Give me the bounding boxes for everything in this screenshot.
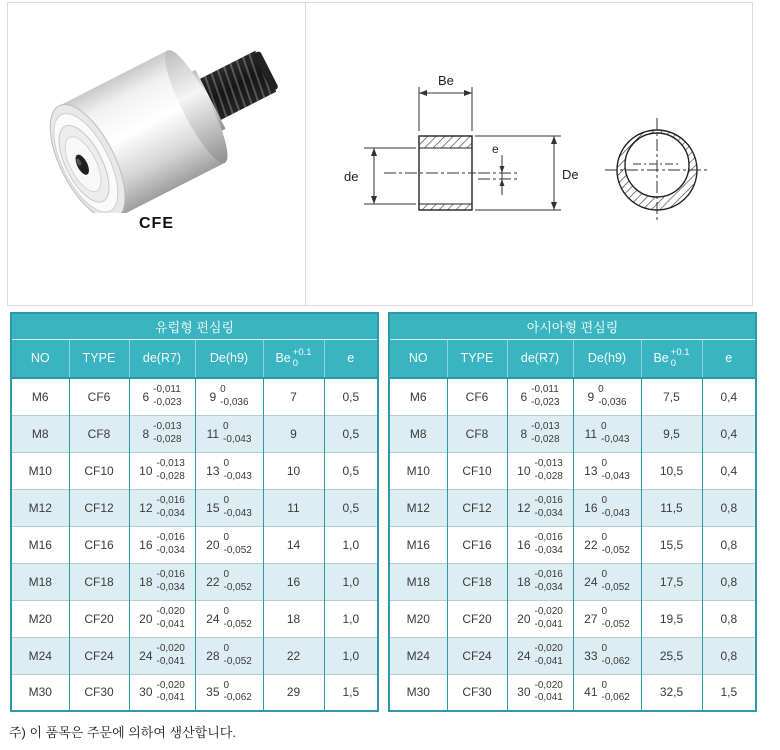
cell-be: 7,5	[641, 378, 702, 415]
cell-De: 13 0 -0,043	[573, 452, 641, 489]
cell-de: 10 -0,013 -0,028	[129, 452, 195, 489]
cell-type: CF16	[69, 526, 129, 563]
table-row	[11, 674, 378, 711]
cell-type: CF24	[69, 637, 129, 674]
label-de: de	[344, 169, 359, 184]
cell-no: M16	[389, 526, 447, 563]
cell-de: 8 -0,013 -0,028	[507, 415, 573, 452]
cell-type: CF20	[447, 600, 507, 637]
table-row	[11, 637, 378, 674]
cell-De: 20 0 -0,052	[195, 526, 263, 563]
table-row	[11, 452, 378, 489]
cell-de: 16 -0,016 -0,034	[507, 526, 573, 563]
cell-De: 11 0 -0,043	[573, 415, 641, 452]
cell-type: CF30	[447, 674, 507, 711]
cell-De: 15 0 -0,043	[195, 489, 263, 526]
cell-no: M10	[389, 452, 447, 489]
eccentric-ring-drawing	[306, 3, 751, 305]
column-header-type: TYPE	[447, 339, 507, 378]
cell-be: 16	[263, 563, 324, 600]
column-header-type: TYPE	[69, 339, 129, 378]
table-row	[11, 526, 378, 563]
cell-be: 10,5	[641, 452, 702, 489]
cell-be: 19,5	[641, 600, 702, 637]
footnote: 주) 이 품목은 주문에 의하여 생산합니다.	[9, 725, 236, 740]
cell-e: 0,4	[702, 378, 756, 415]
cell-type: CF6	[447, 378, 507, 415]
column-header-De: De(h9)	[573, 339, 641, 378]
table-title: 아시아형 편심링	[389, 313, 756, 339]
cell-type: CF18	[447, 563, 507, 600]
cell-de: 18 -0,016 -0,034	[129, 563, 195, 600]
table-row	[389, 563, 756, 600]
cell-be: 14	[263, 526, 324, 563]
cell-e: 1,0	[324, 526, 378, 563]
cell-type: CF8	[69, 415, 129, 452]
cell-e: 1,0	[324, 563, 378, 600]
cell-e: 1,5	[324, 674, 378, 711]
top-panel	[7, 2, 753, 306]
cell-de: 18 -0,016 -0,034	[507, 563, 573, 600]
cell-e: 0,8	[702, 563, 756, 600]
table-row	[389, 674, 756, 711]
cell-no: M20	[11, 600, 69, 637]
label-Be: Be	[438, 73, 454, 88]
cell-no: M12	[11, 489, 69, 526]
cell-De: 27 0 -0,052	[573, 600, 641, 637]
product-caption: CFE	[139, 215, 174, 232]
cell-type: CF20	[69, 600, 129, 637]
table-row	[11, 563, 378, 600]
cell-e: 1,0	[324, 637, 378, 674]
cell-be: 22	[263, 637, 324, 674]
cell-e: 1,5	[702, 674, 756, 711]
cell-De: 22 0 -0,052	[195, 563, 263, 600]
cell-De: 9 0 -0,036	[195, 378, 263, 415]
cell-be: 18	[263, 600, 324, 637]
cell-type: CF8	[447, 415, 507, 452]
cell-de: 20 -0,020 -0,041	[507, 600, 573, 637]
cell-De: 28 0 -0,052	[195, 637, 263, 674]
cell-e: 0,5	[324, 415, 378, 452]
cell-de: 12 -0,016 -0,034	[129, 489, 195, 526]
column-header-no: NO	[389, 339, 447, 378]
column-header-e: e	[324, 339, 378, 378]
table-row	[11, 415, 378, 452]
cell-e: 0,8	[702, 526, 756, 563]
table-title: 유럽형 편심링	[11, 313, 378, 339]
cell-be: 17,5	[641, 563, 702, 600]
cell-no: M30	[389, 674, 447, 711]
cell-e: 0,8	[702, 637, 756, 674]
table-row	[11, 600, 378, 637]
table-asian-eccentric-ring	[388, 312, 757, 712]
column-header-no: NO	[11, 339, 69, 378]
table-row	[11, 378, 378, 415]
cell-de: 24 -0,020 -0,041	[129, 637, 195, 674]
cell-type: CF10	[69, 452, 129, 489]
cell-De: 35 0 -0,062	[195, 674, 263, 711]
cell-no: M12	[389, 489, 447, 526]
column-header-be: Be +0.1 0	[263, 339, 324, 378]
cell-no: M30	[11, 674, 69, 711]
cell-be: 15,5	[641, 526, 702, 563]
column-header-de: de(R7)	[507, 339, 573, 378]
table-row	[389, 600, 756, 637]
cell-type: CF18	[69, 563, 129, 600]
cell-e: 0,4	[702, 415, 756, 452]
cell-e: 0,8	[702, 489, 756, 526]
cell-De: 33 0 -0,062	[573, 637, 641, 674]
cell-be: 10	[263, 452, 324, 489]
cell-no: M6	[389, 378, 447, 415]
cell-de: 12 -0,016 -0,034	[507, 489, 573, 526]
cell-de: 10 -0,013 -0,028	[507, 452, 573, 489]
cell-e: 1,0	[324, 600, 378, 637]
cell-no: M6	[11, 378, 69, 415]
cell-no: M8	[11, 415, 69, 452]
cell-be: 9	[263, 415, 324, 452]
cell-De: 41 0 -0,062	[573, 674, 641, 711]
cell-de: 6 -0,011 -0,023	[129, 378, 195, 415]
table-european-eccentric-ring	[10, 312, 379, 712]
column-header-be: Be +0.1 0	[641, 339, 702, 378]
cell-e: 0,4	[702, 452, 756, 489]
cell-no: M18	[11, 563, 69, 600]
spec-table	[10, 312, 379, 712]
cell-no: M8	[389, 415, 447, 452]
cell-e: 0,5	[324, 489, 378, 526]
cell-type: CF16	[447, 526, 507, 563]
cell-De: 13 0 -0,043	[195, 452, 263, 489]
cell-no: M24	[11, 637, 69, 674]
cell-de: 8 -0,013 -0,028	[129, 415, 195, 452]
table-row	[389, 378, 756, 415]
cell-be: 29	[263, 674, 324, 711]
cell-De: 24 0 -0,052	[195, 600, 263, 637]
cell-no: M16	[11, 526, 69, 563]
cell-type: CF30	[69, 674, 129, 711]
cell-De: 16 0 -0,043	[573, 489, 641, 526]
cell-De: 22 0 -0,052	[573, 526, 641, 563]
cell-e: 0,5	[324, 378, 378, 415]
cell-be: 7	[263, 378, 324, 415]
cell-no: M10	[11, 452, 69, 489]
cam-follower-photo	[8, 3, 306, 213]
technical-drawing-cell	[306, 3, 752, 305]
cell-be: 11,5	[641, 489, 702, 526]
cell-De: 11 0 -0,043	[195, 415, 263, 452]
label-e: e	[492, 142, 499, 156]
cell-be: 9,5	[641, 415, 702, 452]
cell-type: CF6	[69, 378, 129, 415]
cell-e: 0,5	[324, 452, 378, 489]
cell-de: 30 -0,020 -0,041	[507, 674, 573, 711]
table-row	[11, 489, 378, 526]
cell-type: CF24	[447, 637, 507, 674]
column-header-e: e	[702, 339, 756, 378]
product-photo-cell	[8, 3, 306, 305]
table-row	[389, 452, 756, 489]
column-header-De: De(h9)	[195, 339, 263, 378]
cell-be: 25,5	[641, 637, 702, 674]
table-row	[389, 415, 756, 452]
cell-no: M18	[389, 563, 447, 600]
cell-e: 0,8	[702, 600, 756, 637]
cell-type: CF12	[447, 489, 507, 526]
table-row	[389, 489, 756, 526]
cell-de: 20 -0,020 -0,041	[129, 600, 195, 637]
cell-de: 6 -0,011 -0,023	[507, 378, 573, 415]
cell-no: M20	[389, 600, 447, 637]
cell-type: CF12	[69, 489, 129, 526]
column-header-de: de(R7)	[129, 339, 195, 378]
cell-De: 9 0 -0,036	[573, 378, 641, 415]
cell-De: 24 0 -0,052	[573, 563, 641, 600]
spec-table	[388, 312, 757, 712]
label-De: De	[562, 167, 579, 182]
cell-be: 32,5	[641, 674, 702, 711]
cell-type: CF10	[447, 452, 507, 489]
table-row	[389, 637, 756, 674]
cell-de: 24 -0,020 -0,041	[507, 637, 573, 674]
cell-de: 30 -0,020 -0,041	[129, 674, 195, 711]
cell-be: 11	[263, 489, 324, 526]
cell-no: M24	[389, 637, 447, 674]
table-row	[389, 526, 756, 563]
cell-de: 16 -0,016 -0,034	[129, 526, 195, 563]
